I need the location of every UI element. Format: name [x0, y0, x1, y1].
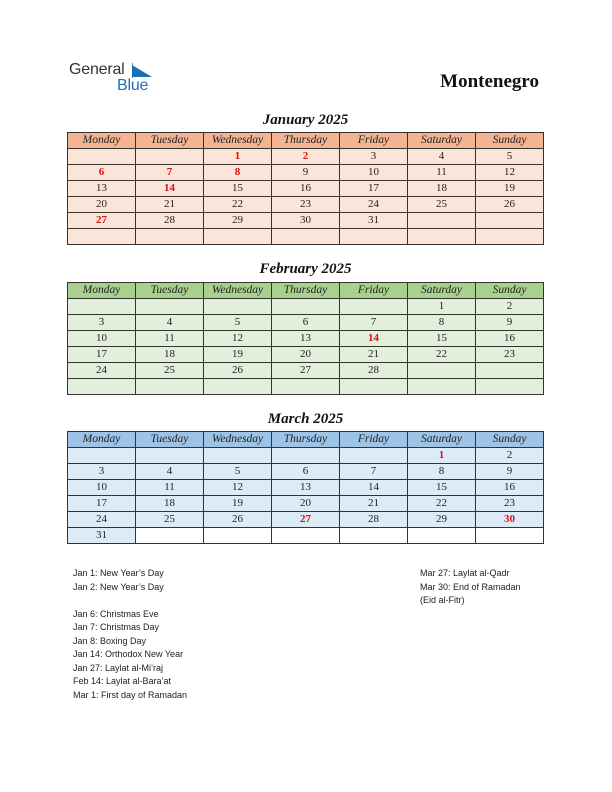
day-cell-19: 19 [476, 181, 544, 197]
day-cell-8: 8 [204, 165, 272, 181]
day-cell-3: 3 [340, 149, 408, 165]
logo-word-blue: Blue [117, 77, 149, 94]
empty-day-cell [136, 229, 204, 245]
week-row [68, 363, 544, 379]
week-row [68, 496, 544, 512]
month-title-february: February 2025 [259, 261, 352, 277]
empty-day-cell [272, 528, 340, 544]
day-cell-2: 2 [476, 299, 544, 315]
day-cell-16: 16 [476, 331, 544, 347]
day-cell-17: 17 [68, 347, 136, 363]
day-cell-1: 1 [204, 149, 272, 165]
week-row [68, 181, 544, 197]
weekday-header-thursday: Thursday [272, 133, 340, 149]
day-cell-20: 20 [272, 347, 340, 363]
day-cell-31: 31 [340, 213, 408, 229]
day-cell-28: 28 [340, 512, 408, 528]
month-title-january: January 2025 [262, 112, 349, 128]
week-row [68, 299, 544, 315]
day-cell-25: 25 [408, 197, 476, 213]
empty-day-cell [408, 379, 476, 395]
day-cell-4: 4 [408, 149, 476, 165]
day-cell-12: 12 [476, 165, 544, 181]
holiday-list-right [420, 567, 521, 608]
day-cell-16: 16 [476, 480, 544, 496]
holiday-item: Mar 27: Laylat al-Qadr [420, 568, 510, 578]
day-cell-24: 24 [68, 363, 136, 379]
day-cell-23: 23 [476, 496, 544, 512]
weekday-header-thursday: Thursday [272, 283, 340, 299]
day-cell-20: 20 [272, 496, 340, 512]
weekday-header-wednesday: Wednesday [204, 432, 272, 448]
empty-day-cell [272, 448, 340, 464]
day-cell-15: 15 [408, 480, 476, 496]
weekday-header-saturday: Saturday [408, 432, 476, 448]
day-cell-24: 24 [68, 512, 136, 528]
empty-day-cell [340, 299, 408, 315]
day-cell-6: 6 [272, 315, 340, 331]
day-cell-7: 7 [340, 315, 408, 331]
day-cell-21: 21 [136, 197, 204, 213]
day-cell-30: 30 [272, 213, 340, 229]
weekday-header-row [68, 432, 544, 448]
day-cell-28: 28 [136, 213, 204, 229]
day-cell-9: 9 [476, 315, 544, 331]
weekday-header-row [68, 133, 544, 149]
day-cell-26: 26 [204, 363, 272, 379]
day-cell-22: 22 [408, 496, 476, 512]
empty-day-cell [68, 229, 136, 245]
holiday-item: Jan 1: New Year’s Day [73, 568, 164, 578]
day-cell-2: 2 [476, 448, 544, 464]
day-cell-8: 8 [408, 315, 476, 331]
day-cell-19: 19 [204, 347, 272, 363]
holiday-list-left [73, 567, 187, 702]
day-cell-21: 21 [340, 496, 408, 512]
holiday-item: Jan 8: Boxing Day [73, 635, 147, 646]
week-row [68, 347, 544, 363]
month-title-march: March 2025 [267, 411, 344, 427]
day-cell-24: 24 [340, 197, 408, 213]
holiday-item: Jan 2: New Year’s Day [73, 581, 164, 592]
day-cell-5: 5 [204, 464, 272, 480]
day-cell-7: 7 [136, 165, 204, 181]
week-row [68, 512, 544, 528]
day-cell-22: 22 [408, 347, 476, 363]
day-cell-27: 27 [272, 363, 340, 379]
day-cell-18: 18 [136, 496, 204, 512]
generalblue-logo [69, 61, 169, 95]
week-row [68, 480, 544, 496]
empty-day-cell [340, 229, 408, 245]
weekday-header-friday: Friday [340, 283, 408, 299]
weekday-header-sunday: Sunday [476, 283, 544, 299]
holiday-item: Jan 6: Christmas Eve [73, 608, 159, 619]
day-cell-23: 23 [272, 197, 340, 213]
holiday-item: Jan 7: Christmas Day [73, 622, 160, 632]
holiday-item: (Eid al-Fitr) [420, 595, 465, 605]
empty-day-cell [340, 379, 408, 395]
empty-day-cell [408, 229, 476, 245]
week-row [68, 315, 544, 331]
day-cell-4: 4 [136, 315, 204, 331]
day-cell-15: 15 [408, 331, 476, 347]
empty-day-cell [476, 379, 544, 395]
day-cell-2: 2 [272, 149, 340, 165]
empty-day-cell [68, 379, 136, 395]
day-cell-1: 1 [408, 299, 476, 315]
day-cell-17: 17 [340, 181, 408, 197]
empty-day-cell [340, 448, 408, 464]
day-cell-5: 5 [204, 315, 272, 331]
weekday-header-monday: Monday [68, 133, 136, 149]
weekday-header-tuesday: Tuesday [136, 283, 204, 299]
empty-day-cell [476, 229, 544, 245]
holiday-list-gap [73, 594, 187, 608]
day-cell-3: 3 [68, 464, 136, 480]
day-cell-28: 28 [340, 363, 408, 379]
day-cell-26: 26 [476, 197, 544, 213]
day-cell-14: 14 [340, 331, 408, 347]
weekday-header-friday: Friday [340, 133, 408, 149]
calendar-march [67, 431, 544, 544]
day-cell-11: 11 [136, 331, 204, 347]
weekday-header-monday: Monday [68, 283, 136, 299]
day-cell-27: 27 [272, 512, 340, 528]
day-cell-17: 17 [68, 496, 136, 512]
holiday-item: Feb 14: Laylat al-Bara’at [73, 676, 172, 686]
week-row [68, 528, 544, 544]
empty-day-cell [204, 528, 272, 544]
empty-day-cell [204, 299, 272, 315]
day-cell-11: 11 [136, 480, 204, 496]
empty-day-cell [68, 299, 136, 315]
day-cell-10: 10 [68, 480, 136, 496]
empty-day-cell [68, 448, 136, 464]
week-row [68, 379, 544, 395]
holiday-item: Mar 30: End of Ramadan [420, 581, 521, 592]
week-row [68, 213, 544, 229]
day-cell-19: 19 [204, 496, 272, 512]
day-cell-6: 6 [68, 165, 136, 181]
day-cell-14: 14 [136, 181, 204, 197]
day-cell-16: 16 [272, 181, 340, 197]
calendar-february [67, 282, 544, 395]
day-cell-5: 5 [476, 149, 544, 165]
day-cell-7: 7 [340, 464, 408, 480]
logo-word-general: General [69, 61, 125, 78]
calendar-january [67, 132, 544, 245]
week-row [68, 331, 544, 347]
day-cell-13: 13 [272, 331, 340, 347]
holiday-item: Mar 1: First day of Ramadan [73, 689, 188, 700]
country-title: Montenegro [440, 71, 539, 92]
day-cell-29: 29 [408, 512, 476, 528]
day-cell-26: 26 [204, 512, 272, 528]
day-cell-9: 9 [476, 464, 544, 480]
day-cell-20: 20 [68, 197, 136, 213]
day-cell-13: 13 [272, 480, 340, 496]
holiday-item: Jan 27: Laylat al-Mi’raj [73, 662, 164, 673]
week-row [68, 448, 544, 464]
day-cell-9: 9 [272, 165, 340, 181]
week-row [68, 464, 544, 480]
weekday-header-row [68, 283, 544, 299]
day-cell-6: 6 [272, 464, 340, 480]
weekday-header-tuesday: Tuesday [136, 432, 204, 448]
day-cell-3: 3 [68, 315, 136, 331]
day-cell-4: 4 [136, 464, 204, 480]
empty-day-cell [340, 528, 408, 544]
empty-day-cell [408, 528, 476, 544]
holiday-item: Jan 14: Orthodox New Year [73, 649, 184, 659]
day-cell-23: 23 [476, 347, 544, 363]
day-cell-18: 18 [136, 347, 204, 363]
day-cell-10: 10 [340, 165, 408, 181]
empty-day-cell [408, 363, 476, 379]
weekday-header-tuesday: Tuesday [136, 133, 204, 149]
weekday-header-sunday: Sunday [476, 133, 544, 149]
weekday-header-friday: Friday [340, 432, 408, 448]
weekday-header-thursday: Thursday [272, 432, 340, 448]
empty-day-cell [408, 213, 476, 229]
day-cell-27: 27 [68, 213, 136, 229]
day-cell-31: 31 [68, 528, 136, 544]
day-cell-8: 8 [408, 464, 476, 480]
empty-day-cell [204, 448, 272, 464]
empty-day-cell [204, 379, 272, 395]
day-cell-25: 25 [136, 363, 204, 379]
empty-day-cell [272, 299, 340, 315]
day-cell-29: 29 [204, 213, 272, 229]
empty-day-cell [136, 379, 204, 395]
weekday-header-monday: Monday [68, 432, 136, 448]
day-cell-18: 18 [408, 181, 476, 197]
empty-day-cell [476, 213, 544, 229]
weekday-header-wednesday: Wednesday [204, 283, 272, 299]
day-cell-14: 14 [340, 480, 408, 496]
day-cell-22: 22 [204, 197, 272, 213]
day-cell-30: 30 [476, 512, 544, 528]
empty-day-cell [136, 528, 204, 544]
empty-day-cell [272, 379, 340, 395]
day-cell-15: 15 [204, 181, 272, 197]
weekday-header-sunday: Sunday [476, 432, 544, 448]
empty-day-cell [68, 149, 136, 165]
empty-day-cell [204, 229, 272, 245]
week-row [68, 165, 544, 181]
week-row [68, 149, 544, 165]
empty-day-cell [476, 363, 544, 379]
weekday-header-wednesday: Wednesday [204, 133, 272, 149]
empty-day-cell [136, 299, 204, 315]
empty-day-cell [136, 149, 204, 165]
empty-day-cell [136, 448, 204, 464]
day-cell-25: 25 [136, 512, 204, 528]
week-row [68, 197, 544, 213]
day-cell-12: 12 [204, 331, 272, 347]
day-cell-21: 21 [340, 347, 408, 363]
weekday-header-saturday: Saturday [408, 133, 476, 149]
day-cell-13: 13 [68, 181, 136, 197]
empty-day-cell [272, 229, 340, 245]
empty-day-cell [476, 528, 544, 544]
day-cell-12: 12 [204, 480, 272, 496]
day-cell-1: 1 [408, 448, 476, 464]
day-cell-10: 10 [68, 331, 136, 347]
week-row [68, 229, 544, 245]
day-cell-11: 11 [408, 165, 476, 181]
weekday-header-saturday: Saturday [408, 283, 476, 299]
